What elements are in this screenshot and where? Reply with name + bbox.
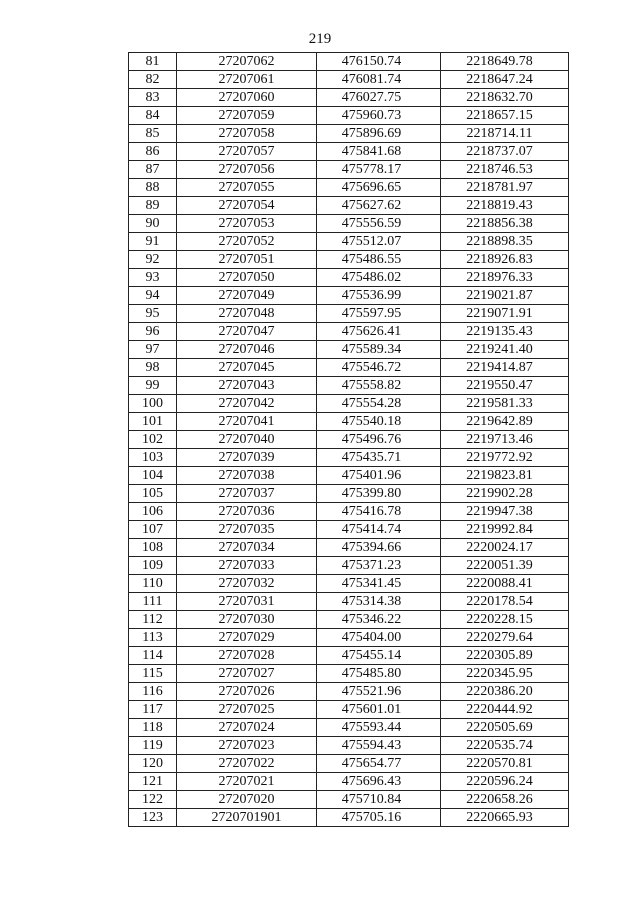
row-number-cell: 112 bbox=[129, 611, 177, 629]
table-row bbox=[129, 539, 569, 557]
x-coordinate-cell: 475416.78 bbox=[317, 503, 441, 521]
row-number-cell: 97 bbox=[129, 341, 177, 359]
row-number-cell: 90 bbox=[129, 215, 177, 233]
y-coordinate-cell: 2220228.15 bbox=[441, 611, 569, 629]
x-coordinate-cell: 476081.74 bbox=[317, 71, 441, 89]
x-coordinate-cell: 475554.28 bbox=[317, 395, 441, 413]
row-number-cell: 122 bbox=[129, 791, 177, 809]
row-number-cell: 120 bbox=[129, 755, 177, 773]
x-coordinate-cell: 475597.95 bbox=[317, 305, 441, 323]
table-row bbox=[129, 683, 569, 701]
table-row bbox=[129, 143, 569, 161]
x-coordinate-cell: 475404.00 bbox=[317, 629, 441, 647]
row-number-cell: 94 bbox=[129, 287, 177, 305]
x-coordinate-cell: 476027.75 bbox=[317, 89, 441, 107]
row-number-cell: 88 bbox=[129, 179, 177, 197]
page-number: 219 bbox=[308, 31, 332, 47]
table-row bbox=[129, 809, 569, 827]
table-row bbox=[129, 629, 569, 647]
y-coordinate-cell: 2218819.43 bbox=[441, 197, 569, 215]
table-row bbox=[129, 647, 569, 665]
point-id-cell: 27207024 bbox=[177, 719, 317, 737]
row-number-cell: 105 bbox=[129, 485, 177, 503]
point-id-cell: 27207032 bbox=[177, 575, 317, 593]
y-coordinate-cell: 2220535.74 bbox=[441, 737, 569, 755]
row-number-cell: 83 bbox=[129, 89, 177, 107]
table-row bbox=[129, 449, 569, 467]
x-coordinate-cell: 475401.96 bbox=[317, 467, 441, 485]
x-coordinate-cell: 475540.18 bbox=[317, 413, 441, 431]
x-coordinate-cell: 475521.96 bbox=[317, 683, 441, 701]
y-coordinate-cell: 2219414.87 bbox=[441, 359, 569, 377]
y-coordinate-cell: 2218649.78 bbox=[441, 53, 569, 71]
x-coordinate-cell: 475696.43 bbox=[317, 773, 441, 791]
y-coordinate-cell: 2220305.89 bbox=[441, 647, 569, 665]
row-number-cell: 110 bbox=[129, 575, 177, 593]
y-coordinate-cell: 2219772.92 bbox=[441, 449, 569, 467]
table-row bbox=[129, 755, 569, 773]
x-coordinate-cell: 475556.59 bbox=[317, 215, 441, 233]
table-row bbox=[129, 89, 569, 107]
point-id-cell: 27207025 bbox=[177, 701, 317, 719]
row-number-cell: 101 bbox=[129, 413, 177, 431]
point-id-cell: 27207056 bbox=[177, 161, 317, 179]
row-number-cell: 118 bbox=[129, 719, 177, 737]
table-row bbox=[129, 71, 569, 89]
row-number-cell: 85 bbox=[129, 125, 177, 143]
point-id-cell: 27207060 bbox=[177, 89, 317, 107]
table-row bbox=[129, 719, 569, 737]
table-row bbox=[129, 341, 569, 359]
y-coordinate-cell: 2218898.35 bbox=[441, 233, 569, 251]
point-id-cell: 27207031 bbox=[177, 593, 317, 611]
x-coordinate-cell: 475558.82 bbox=[317, 377, 441, 395]
coordinates-table bbox=[128, 52, 569, 827]
row-number-cell: 106 bbox=[129, 503, 177, 521]
point-id-cell: 27207039 bbox=[177, 449, 317, 467]
y-coordinate-cell: 2220088.41 bbox=[441, 575, 569, 593]
y-coordinate-cell: 2219581.33 bbox=[441, 395, 569, 413]
y-coordinate-cell: 2218976.33 bbox=[441, 269, 569, 287]
table-row bbox=[129, 269, 569, 287]
point-id-cell: 27207054 bbox=[177, 197, 317, 215]
y-coordinate-cell: 2220345.95 bbox=[441, 665, 569, 683]
x-coordinate-cell: 475394.66 bbox=[317, 539, 441, 557]
point-id-cell: 27207061 bbox=[177, 71, 317, 89]
y-coordinate-cell: 2220279.64 bbox=[441, 629, 569, 647]
table-row bbox=[129, 467, 569, 485]
x-coordinate-cell: 475627.62 bbox=[317, 197, 441, 215]
table-row bbox=[129, 773, 569, 791]
point-id-cell: 27207058 bbox=[177, 125, 317, 143]
point-id-cell: 27207020 bbox=[177, 791, 317, 809]
y-coordinate-cell: 2219992.84 bbox=[441, 521, 569, 539]
point-id-cell: 27207048 bbox=[177, 305, 317, 323]
table-row bbox=[129, 161, 569, 179]
y-coordinate-cell: 2218714.11 bbox=[441, 125, 569, 143]
row-number-cell: 107 bbox=[129, 521, 177, 539]
row-number-cell: 82 bbox=[129, 71, 177, 89]
point-id-cell: 27207055 bbox=[177, 179, 317, 197]
point-id-cell: 27207041 bbox=[177, 413, 317, 431]
point-id-cell: 27207040 bbox=[177, 431, 317, 449]
point-id-cell: 27207023 bbox=[177, 737, 317, 755]
y-coordinate-cell: 2219071.91 bbox=[441, 305, 569, 323]
y-coordinate-cell: 2218856.38 bbox=[441, 215, 569, 233]
point-id-cell: 27207047 bbox=[177, 323, 317, 341]
table-row bbox=[129, 179, 569, 197]
table-row bbox=[129, 557, 569, 575]
table-row bbox=[129, 575, 569, 593]
row-number-cell: 121 bbox=[129, 773, 177, 791]
row-number-cell: 104 bbox=[129, 467, 177, 485]
x-coordinate-cell: 475435.71 bbox=[317, 449, 441, 467]
y-coordinate-cell: 2220386.20 bbox=[441, 683, 569, 701]
point-id-cell: 27207021 bbox=[177, 773, 317, 791]
row-number-cell: 114 bbox=[129, 647, 177, 665]
table-row bbox=[129, 413, 569, 431]
row-number-cell: 99 bbox=[129, 377, 177, 395]
point-id-cell: 27207022 bbox=[177, 755, 317, 773]
row-number-cell: 100 bbox=[129, 395, 177, 413]
point-id-cell: 27207038 bbox=[177, 467, 317, 485]
y-coordinate-cell: 2218657.15 bbox=[441, 107, 569, 125]
row-number-cell: 115 bbox=[129, 665, 177, 683]
y-coordinate-cell: 2219713.46 bbox=[441, 431, 569, 449]
point-id-cell: 27207029 bbox=[177, 629, 317, 647]
table-row bbox=[129, 251, 569, 269]
x-coordinate-cell: 475496.76 bbox=[317, 431, 441, 449]
y-coordinate-cell: 2220505.69 bbox=[441, 719, 569, 737]
x-coordinate-cell: 475486.02 bbox=[317, 269, 441, 287]
point-id-cell: 2720701901 bbox=[177, 809, 317, 827]
x-coordinate-cell: 476150.74 bbox=[317, 53, 441, 71]
x-coordinate-cell: 475512.07 bbox=[317, 233, 441, 251]
table-row bbox=[129, 791, 569, 809]
table-body bbox=[129, 53, 569, 827]
row-number-cell: 113 bbox=[129, 629, 177, 647]
row-number-cell: 89 bbox=[129, 197, 177, 215]
row-number-cell: 108 bbox=[129, 539, 177, 557]
table-row bbox=[129, 53, 569, 71]
y-coordinate-cell: 2218647.24 bbox=[441, 71, 569, 89]
x-coordinate-cell: 475399.80 bbox=[317, 485, 441, 503]
table-row bbox=[129, 665, 569, 683]
table-row bbox=[129, 197, 569, 215]
y-coordinate-cell: 2218632.70 bbox=[441, 89, 569, 107]
row-number-cell: 91 bbox=[129, 233, 177, 251]
y-coordinate-cell: 2218781.97 bbox=[441, 179, 569, 197]
y-coordinate-cell: 2219021.87 bbox=[441, 287, 569, 305]
table-row bbox=[129, 701, 569, 719]
table-row bbox=[129, 359, 569, 377]
table-row bbox=[129, 323, 569, 341]
x-coordinate-cell: 475960.73 bbox=[317, 107, 441, 125]
y-coordinate-cell: 2219902.28 bbox=[441, 485, 569, 503]
x-coordinate-cell: 475841.68 bbox=[317, 143, 441, 161]
point-id-cell: 27207026 bbox=[177, 683, 317, 701]
row-number-cell: 117 bbox=[129, 701, 177, 719]
x-coordinate-cell: 475654.77 bbox=[317, 755, 441, 773]
y-coordinate-cell: 2220596.24 bbox=[441, 773, 569, 791]
point-id-cell: 27207062 bbox=[177, 53, 317, 71]
x-coordinate-cell: 475778.17 bbox=[317, 161, 441, 179]
row-number-cell: 84 bbox=[129, 107, 177, 125]
point-id-cell: 27207049 bbox=[177, 287, 317, 305]
x-coordinate-cell: 475414.74 bbox=[317, 521, 441, 539]
x-coordinate-cell: 475594.43 bbox=[317, 737, 441, 755]
x-coordinate-cell: 475601.01 bbox=[317, 701, 441, 719]
y-coordinate-cell: 2219135.43 bbox=[441, 323, 569, 341]
table-row bbox=[129, 287, 569, 305]
y-coordinate-cell: 2218746.53 bbox=[441, 161, 569, 179]
row-number-cell: 119 bbox=[129, 737, 177, 755]
table-row bbox=[129, 233, 569, 251]
x-coordinate-cell: 475341.45 bbox=[317, 575, 441, 593]
x-coordinate-cell: 475485.80 bbox=[317, 665, 441, 683]
x-coordinate-cell: 475546.72 bbox=[317, 359, 441, 377]
y-coordinate-cell: 2219823.81 bbox=[441, 467, 569, 485]
table-row bbox=[129, 215, 569, 233]
x-coordinate-cell: 475536.99 bbox=[317, 287, 441, 305]
row-number-cell: 102 bbox=[129, 431, 177, 449]
x-coordinate-cell: 475346.22 bbox=[317, 611, 441, 629]
y-coordinate-cell: 2219241.40 bbox=[441, 341, 569, 359]
y-coordinate-cell: 2219947.38 bbox=[441, 503, 569, 521]
point-id-cell: 27207057 bbox=[177, 143, 317, 161]
row-number-cell: 96 bbox=[129, 323, 177, 341]
table-row bbox=[129, 611, 569, 629]
row-number-cell: 87 bbox=[129, 161, 177, 179]
y-coordinate-cell: 2220570.81 bbox=[441, 755, 569, 773]
table-row bbox=[129, 107, 569, 125]
table-row bbox=[129, 431, 569, 449]
table-row bbox=[129, 125, 569, 143]
y-coordinate-cell: 2219642.89 bbox=[441, 413, 569, 431]
row-number-cell: 81 bbox=[129, 53, 177, 71]
x-coordinate-cell: 475589.34 bbox=[317, 341, 441, 359]
row-number-cell: 93 bbox=[129, 269, 177, 287]
point-id-cell: 27207053 bbox=[177, 215, 317, 233]
point-id-cell: 27207059 bbox=[177, 107, 317, 125]
x-coordinate-cell: 475710.84 bbox=[317, 791, 441, 809]
point-id-cell: 27207045 bbox=[177, 359, 317, 377]
table-row bbox=[129, 377, 569, 395]
point-id-cell: 27207033 bbox=[177, 557, 317, 575]
x-coordinate-cell: 475626.41 bbox=[317, 323, 441, 341]
point-id-cell: 27207052 bbox=[177, 233, 317, 251]
y-coordinate-cell: 2220024.17 bbox=[441, 539, 569, 557]
point-id-cell: 27207028 bbox=[177, 647, 317, 665]
y-coordinate-cell: 2218926.83 bbox=[441, 251, 569, 269]
row-number-cell: 123 bbox=[129, 809, 177, 827]
table-row bbox=[129, 521, 569, 539]
point-id-cell: 27207050 bbox=[177, 269, 317, 287]
point-id-cell: 27207036 bbox=[177, 503, 317, 521]
table-row bbox=[129, 737, 569, 755]
y-coordinate-cell: 2219550.47 bbox=[441, 377, 569, 395]
row-number-cell: 92 bbox=[129, 251, 177, 269]
y-coordinate-cell: 2220444.92 bbox=[441, 701, 569, 719]
y-coordinate-cell: 2220665.93 bbox=[441, 809, 569, 827]
table-row bbox=[129, 503, 569, 521]
point-id-cell: 27207051 bbox=[177, 251, 317, 269]
point-id-cell: 27207027 bbox=[177, 665, 317, 683]
x-coordinate-cell: 475455.14 bbox=[317, 647, 441, 665]
point-id-cell: 27207037 bbox=[177, 485, 317, 503]
y-coordinate-cell: 2220051.39 bbox=[441, 557, 569, 575]
row-number-cell: 103 bbox=[129, 449, 177, 467]
row-number-cell: 116 bbox=[129, 683, 177, 701]
table-row bbox=[129, 593, 569, 611]
x-coordinate-cell: 475696.65 bbox=[317, 179, 441, 197]
table-row bbox=[129, 485, 569, 503]
x-coordinate-cell: 475896.69 bbox=[317, 125, 441, 143]
point-id-cell: 27207034 bbox=[177, 539, 317, 557]
table-row bbox=[129, 395, 569, 413]
y-coordinate-cell: 2220658.26 bbox=[441, 791, 569, 809]
x-coordinate-cell: 475593.44 bbox=[317, 719, 441, 737]
point-id-cell: 27207042 bbox=[177, 395, 317, 413]
x-coordinate-cell: 475486.55 bbox=[317, 251, 441, 269]
row-number-cell: 86 bbox=[129, 143, 177, 161]
point-id-cell: 27207046 bbox=[177, 341, 317, 359]
table-row bbox=[129, 305, 569, 323]
row-number-cell: 111 bbox=[129, 593, 177, 611]
x-coordinate-cell: 475371.23 bbox=[317, 557, 441, 575]
x-coordinate-cell: 475705.16 bbox=[317, 809, 441, 827]
row-number-cell: 95 bbox=[129, 305, 177, 323]
point-id-cell: 27207030 bbox=[177, 611, 317, 629]
y-coordinate-cell: 2220178.54 bbox=[441, 593, 569, 611]
point-id-cell: 27207043 bbox=[177, 377, 317, 395]
y-coordinate-cell: 2218737.07 bbox=[441, 143, 569, 161]
row-number-cell: 109 bbox=[129, 557, 177, 575]
row-number-cell: 98 bbox=[129, 359, 177, 377]
point-id-cell: 27207035 bbox=[177, 521, 317, 539]
x-coordinate-cell: 475314.38 bbox=[317, 593, 441, 611]
